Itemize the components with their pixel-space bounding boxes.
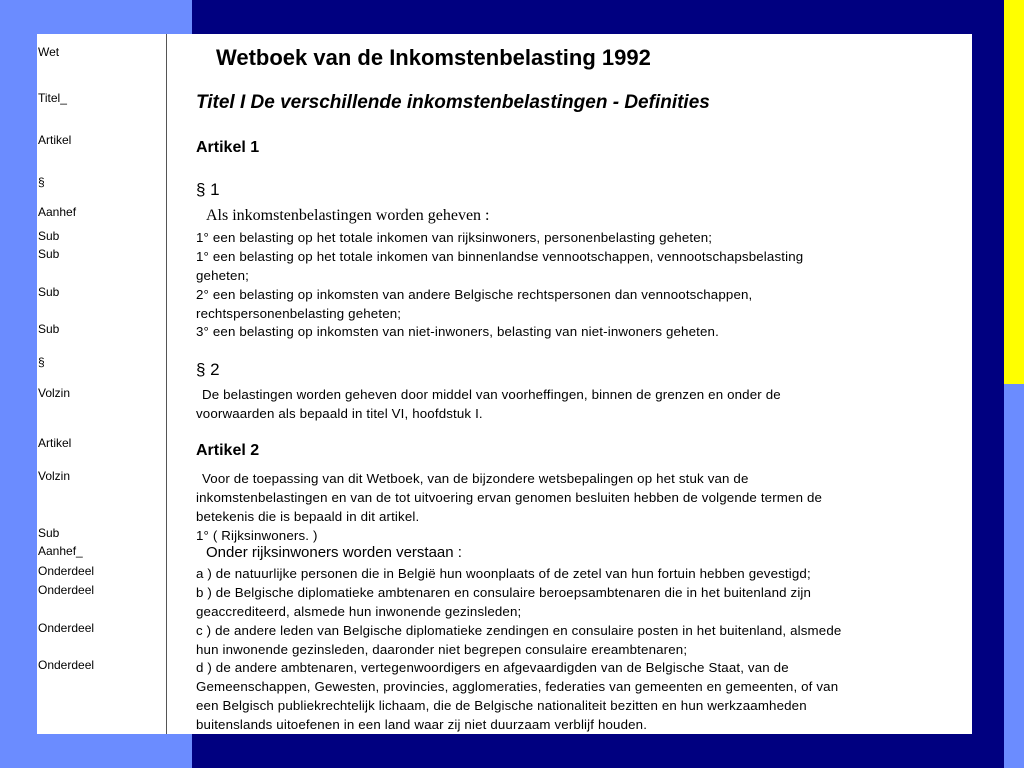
style-label: § <box>38 355 45 369</box>
sub-item: rechtspersonenbelasting geheten; <box>196 306 402 321</box>
style-label: Artikel <box>38 133 72 147</box>
style-label: Volzin <box>38 386 71 400</box>
sub-item: 1° een belasting op het totale inkomen van rijksinwoners, personenbelasting geheten; <box>196 230 713 245</box>
style-label: Aanhef_ <box>38 544 83 558</box>
style-label: Wet <box>38 45 60 59</box>
style-label: Onderdeel <box>38 583 95 597</box>
style-label: Artikel <box>38 436 72 450</box>
style-label: Titel_ <box>38 91 67 105</box>
volzin-line: De belastingen worden geheven door middel van voorheffingen, binnen de grenzen en onder de <box>202 387 781 402</box>
style-label: Sub <box>38 247 60 261</box>
style-label: Onderdeel <box>38 621 95 635</box>
style-label: Onderdeel <box>38 658 95 672</box>
slide-bar-right-accent <box>1004 0 1024 384</box>
titel-heading: Titel I De verschillende inkomstenbelastingen - Definities <box>196 92 710 113</box>
onderdeel-line: Gemeenschappen, Gewesten, provincies, agglomeraties, federaties van gemeenten en gemeenten, of van <box>196 679 839 694</box>
sub-item: 2° een belasting op inkomsten van andere Belgische rechtspersonen dan vennootschappen, <box>196 287 753 302</box>
style-label: Sub <box>38 229 60 243</box>
volzin-line: Voor de toepassing van dit Wetboek, van de bijzondere wetsbepalingen op het stuk van de <box>202 471 749 486</box>
onderdeel-line: buitenslands uitoefenen in een land waar zij niet duurzaam verblijf houden. <box>196 717 648 732</box>
style-label: Onderdeel <box>38 564 95 578</box>
style-label: Volzin <box>38 469 71 483</box>
style-label: Aanhef <box>38 205 77 219</box>
article-2-heading: Artikel 2 <box>196 442 260 459</box>
sub-item: 3° een belasting op inkomsten van niet-inwoners, belasting van niet-inwoners geheten. <box>196 324 719 339</box>
onderdeel-line: b ) de Belgische diplomatieke ambtenaren en consulaire beroepsambtenaren die in het buitenland zijn <box>196 585 812 600</box>
document-page <box>37 34 972 734</box>
style-label: Sub <box>38 322 60 336</box>
article-2-aanhef: Onder rijksinwoners worden verstaan : <box>206 544 462 561</box>
style-area-divider[interactable] <box>166 34 167 734</box>
sub-item: 1° ( Rijksinwoners. ) <box>196 528 318 543</box>
onderdeel-line: c ) de andere leden van Belgische diplomatieke zendingen en consulaire posten in het buitenland, alsmede <box>196 623 842 638</box>
volzin-line: voorwaarden als bepaald in titel VI, hoofdstuk I. <box>196 406 483 421</box>
sub-item: geheten; <box>196 268 249 283</box>
paragraph-2-sign: § 2 <box>196 360 220 379</box>
article-1-heading: Artikel 1 <box>196 139 260 156</box>
style-label: Sub <box>38 285 60 299</box>
style-label: Sub <box>38 526 60 540</box>
volzin-line: inkomstenbelastingen en van de tot uitvoering ervan genomen besluiten hebben de volgende termen de <box>196 490 823 505</box>
onderdeel-line: een Belgisch publiekrechtelijk lichaam, die de Belgische nationaliteit bezitten en hun werkzaamheden <box>196 698 807 713</box>
onderdeel-line: a ) de natuurlijke personen die in België hun woonplaats of de zetel van hun fortuin hebben gevestigd; <box>196 566 811 581</box>
sub-item: 1° een belasting op het totale inkomen van binnenlandse vennootschappen, vennootschapsbelasting <box>196 249 804 264</box>
style-label: § <box>38 175 45 189</box>
onderdeel-line: geaccrediteerd, alsmede hun inwonende gezinsleden; <box>196 604 522 619</box>
article-1-aanhef: Als inkomstenbelastingen worden geheven : <box>206 207 490 224</box>
onderdeel-line: hun inwonende gezinsleden, daaronder niet begrepen consulaire ereambtenaren; <box>196 642 688 657</box>
onderdeel-line: d ) de andere ambtenaren, vertegenwoordigers en afgevaardigden van de Belgische Staat, van de <box>196 660 789 675</box>
document-title: Wetboek van de Inkomstenbelasting 1992 <box>216 45 651 70</box>
paragraph-1-sign: § 1 <box>196 180 220 199</box>
volzin-line: betekenis die is bepaald in dit artikel. <box>196 509 420 524</box>
